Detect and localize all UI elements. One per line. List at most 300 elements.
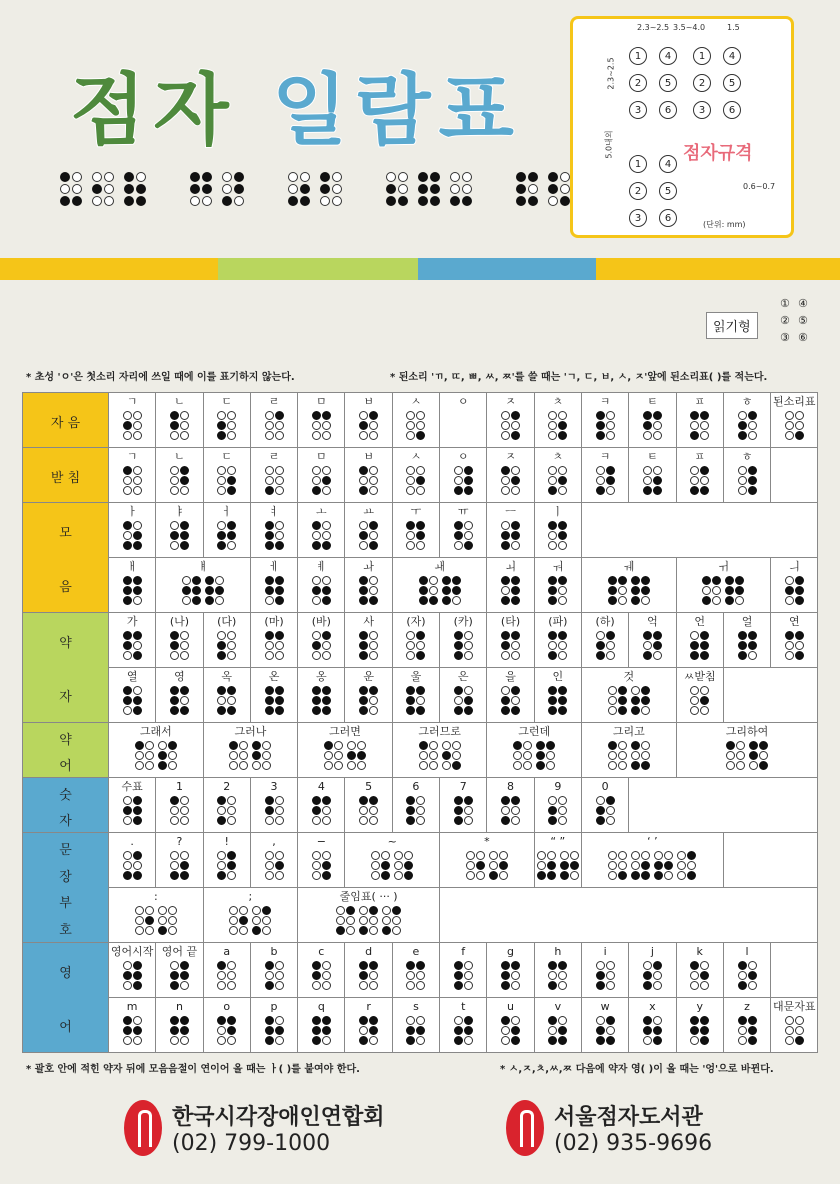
braille-cell <box>419 576 438 605</box>
table-cell: ㅈ <box>487 393 534 448</box>
table-cell: 그러나 <box>203 723 298 778</box>
table-cell: (나) <box>156 613 203 668</box>
braille-cell <box>738 631 757 660</box>
table-cell: h <box>534 943 581 998</box>
braille-cell <box>265 851 284 880</box>
stripe-segment <box>0 258 218 280</box>
table-cell: ㅝ <box>534 558 581 613</box>
table-cell: ㅓ <box>203 503 250 558</box>
table-cell: ㅞ <box>581 558 676 613</box>
braille-cell <box>738 466 757 495</box>
table-cell: ㅊ <box>534 393 581 448</box>
braille-cell <box>394 851 413 880</box>
braille-cell <box>123 686 142 715</box>
table-cell: ㅂ <box>345 448 392 503</box>
table-cell: . <box>109 833 156 888</box>
braille-cell <box>170 851 189 880</box>
table-cell: ㅅ <box>392 393 439 448</box>
braille-cell <box>631 576 650 605</box>
braille-cell <box>442 576 461 605</box>
table-cell: 1 <box>156 778 203 833</box>
table-cell: x <box>629 998 676 1053</box>
table-cell: ㅚ <box>487 558 534 613</box>
braille-cell <box>690 1016 709 1045</box>
table-cell: a <box>203 943 250 998</box>
braille-cell <box>454 466 473 495</box>
table-cell: 9 <box>534 778 581 833</box>
braille-cell <box>608 851 627 880</box>
braille-cell <box>123 411 142 440</box>
table-cell: y <box>676 998 723 1053</box>
braille-cell <box>406 1016 425 1045</box>
table-cell: b <box>250 943 297 998</box>
braille-cell <box>359 961 378 990</box>
braille-cell <box>217 961 236 990</box>
table-cell: t <box>440 998 487 1053</box>
braille-cell <box>536 741 555 770</box>
table-cell: 연 <box>771 613 818 668</box>
braille-cell <box>217 411 236 440</box>
braille-cell <box>596 466 615 495</box>
table-cell: e <box>392 943 439 998</box>
braille-cell <box>324 741 343 770</box>
table-cell: (자) <box>392 613 439 668</box>
braille-cell <box>406 631 425 660</box>
braille-cell <box>454 961 473 990</box>
reading-label: 읽기형 <box>706 312 758 339</box>
table-cell: 줄임표( ··· ) <box>298 888 440 943</box>
braille-cell <box>454 686 473 715</box>
table-cell: ㄱ <box>109 393 156 448</box>
braille-cell <box>489 851 508 880</box>
footer-org-2: 서울점자도서관 (02) 935-9696 <box>506 1100 712 1156</box>
table-cell: ㅒ <box>156 558 251 613</box>
table-cell: ㄹ <box>250 448 297 503</box>
table-cell: ㅘ <box>345 558 392 613</box>
table-cell: p <box>250 998 297 1053</box>
table-cell: ㅋ <box>581 448 628 503</box>
braille-cell <box>785 411 804 440</box>
table-cell: 그러므로 <box>392 723 487 778</box>
table-cell: 열 <box>109 668 156 723</box>
braille-cell <box>123 576 142 605</box>
table-cell: ; <box>203 888 298 943</box>
braille-cell <box>265 1016 284 1045</box>
table-cell: 4 <box>298 778 345 833</box>
braille-cell <box>359 411 378 440</box>
braille-cell <box>501 631 520 660</box>
braille-cell <box>596 796 615 825</box>
logo-icon <box>506 1100 544 1156</box>
table-cell: (하) <box>581 613 628 668</box>
braille-cell <box>690 631 709 660</box>
braille-cell <box>501 686 520 715</box>
spec-cell-1: 1 4 2 5 3 6 <box>629 47 689 128</box>
table-cell: 온 <box>250 668 297 723</box>
braille-cell <box>643 411 662 440</box>
table-cell: ㅁ <box>298 448 345 503</box>
braille-cell <box>548 631 567 660</box>
table-cell: (타) <box>487 613 534 668</box>
table-cell: 그러면 <box>298 723 393 778</box>
braille-cell <box>265 411 284 440</box>
braille-cell <box>643 1016 662 1045</box>
table-cell: ㅎ <box>723 393 770 448</box>
braille-cell <box>785 576 804 605</box>
table-cell: ‘ ’ <box>581 833 723 888</box>
braille-cell <box>466 851 485 880</box>
braille-cell <box>312 521 331 550</box>
braille-cell <box>359 576 378 605</box>
footer-org-1: 한국시각장애인연합회 (02) 799-1000 <box>124 1100 385 1156</box>
note-top-right: * 된소리 'ㄲ, ㄸ, ㅃ, ㅆ, ㅉ'를 쓸 때는 'ㄱ, ㄷ, ㅂ, ㅅ, ㅈ'앞에 된소리표( )를 적는다. <box>390 372 768 383</box>
table-cell: ㅏ <box>109 503 156 558</box>
braille-cell <box>312 631 331 660</box>
braille-cell <box>677 851 696 880</box>
braille-cell <box>123 796 142 825</box>
braille-cell <box>371 851 390 880</box>
braille-cell <box>359 521 378 550</box>
braille-cell <box>123 521 142 550</box>
table-cell: 0 <box>581 778 628 833</box>
braille-cell <box>608 741 627 770</box>
braille-cell <box>454 521 473 550</box>
braille-cell <box>501 796 520 825</box>
braille-cell <box>548 576 567 605</box>
table-cell: ㅊ <box>534 448 581 503</box>
table-cell: 6 <box>392 778 439 833</box>
table-cell: 것 <box>581 668 676 723</box>
table-cell: 을 <box>487 668 534 723</box>
table-cell: ㅠ <box>440 503 487 558</box>
braille-cell <box>501 576 520 605</box>
braille-cell <box>442 741 461 770</box>
table-cell: ㅋ <box>581 393 628 448</box>
braille-cell <box>265 631 284 660</box>
note-top-left: * 초성 'ㅇ'은 첫소리 자리에 쓰일 때에 이를 표기하지 않는다. <box>26 372 295 383</box>
table-cell: 대문자표 <box>771 998 818 1053</box>
table-cell: (바) <box>298 613 345 668</box>
braille-cell <box>217 631 236 660</box>
table-cell: : <box>109 888 204 943</box>
table-cell: q <box>298 998 345 1053</box>
braille-cell <box>725 576 744 605</box>
table-cell: 옹 <box>298 668 345 723</box>
table-cell: 그런데 <box>487 723 582 778</box>
table-cell: 7 <box>440 778 487 833</box>
table-cell: 가 <box>109 613 156 668</box>
table-cell: 언 <box>676 613 723 668</box>
braille-cell <box>170 411 189 440</box>
braille-cell <box>252 906 271 935</box>
braille-cell <box>359 796 378 825</box>
braille-cell <box>690 961 709 990</box>
table-cell: w <box>581 998 628 1053</box>
braille-cell <box>690 686 709 715</box>
braille-cell <box>312 466 331 495</box>
table-cell: j <box>629 943 676 998</box>
table-cell: 8 <box>487 778 534 833</box>
braille-cell <box>454 631 473 660</box>
braille-cell <box>702 576 721 605</box>
table-cell: ㄴ <box>156 393 203 448</box>
braille-cell <box>359 686 378 715</box>
braille-cell <box>738 1016 757 1045</box>
table-cell: (카) <box>440 613 487 668</box>
table-cell: 수표 <box>109 778 156 833</box>
braille-cell <box>419 741 438 770</box>
table-cell: ㅎ <box>723 448 770 503</box>
braille-cell <box>336 906 355 935</box>
braille-cell <box>454 1016 473 1045</box>
braille-cell <box>312 686 331 715</box>
braille-cell <box>190 172 212 206</box>
table-cell: n <box>156 998 203 1053</box>
spec-cell-2: 1 4 2 5 3 6 <box>693 47 753 128</box>
braille-cell <box>418 172 440 206</box>
braille-cell <box>182 576 201 605</box>
braille-cell <box>548 961 567 990</box>
braille-cell <box>726 741 745 770</box>
braille-cell <box>501 961 520 990</box>
braille-cell <box>320 172 342 206</box>
braille-cell <box>123 1016 142 1045</box>
braille-cell <box>217 466 236 495</box>
braille-cell <box>454 796 473 825</box>
table-cell: 인 <box>534 668 581 723</box>
braille-cell <box>596 411 615 440</box>
table-cell: 은 <box>440 668 487 723</box>
braille-cell <box>217 796 236 825</box>
table-cell: ㅖ <box>298 558 345 613</box>
braille-cell <box>312 411 331 440</box>
spec-title: 점자규격 <box>683 143 753 164</box>
braille-cell <box>548 466 567 495</box>
braille-cell <box>265 961 284 990</box>
braille-cell <box>170 796 189 825</box>
table-cell: ㅅ <box>392 448 439 503</box>
braille-cell <box>123 851 142 880</box>
table-cell: ㅗ <box>298 503 345 558</box>
braille-cell <box>631 851 650 880</box>
braille-cell <box>217 521 236 550</box>
table-cell: 된소리표 <box>771 393 818 448</box>
braille-cell <box>123 631 142 660</box>
table-cell: ㅢ <box>771 558 818 613</box>
table-cell: c <box>298 943 345 998</box>
table-cell: (마) <box>250 613 297 668</box>
table-cell: 그리고 <box>581 723 676 778</box>
braille-cell <box>265 521 284 550</box>
braille-cell <box>537 851 556 880</box>
braille-cell <box>60 172 82 206</box>
table-cell: ㄹ <box>250 393 297 448</box>
braille-cell <box>501 521 520 550</box>
braille-cell <box>205 576 224 605</box>
table-cell: ~ <box>345 833 440 888</box>
braille-cell <box>643 631 662 660</box>
table-cell: , <box>250 833 297 888</box>
table-cell: − <box>298 833 345 888</box>
braille-cell <box>217 851 236 880</box>
table-cell: 억 <box>629 613 676 668</box>
braille-cell <box>229 741 248 770</box>
braille-cell <box>124 172 146 206</box>
table-cell: g <box>487 943 534 998</box>
braille-cell <box>123 961 142 990</box>
braille-cell <box>265 796 284 825</box>
table-cell: ㅣ <box>534 503 581 558</box>
table-cell: ! <box>203 833 250 888</box>
braille-cell <box>222 172 244 206</box>
table-cell: ㅌ <box>629 448 676 503</box>
braille-cell <box>265 466 284 495</box>
braille-cell <box>347 741 366 770</box>
table-cell: ㅟ <box>676 558 771 613</box>
braille-spec-box: 2.3~2.5 3.5~4.0 1.5 2.3~2.5 5.0내외 1 4 2 5 3 6 1 4 2 5 3 6 1 4 2 5 3 6 점자규격 0.6~0.7 (단위: mm) <box>570 16 794 238</box>
table-cell: k <box>676 943 723 998</box>
table-cell: 5 <box>345 778 392 833</box>
stripe-segment <box>596 258 840 280</box>
table-cell: ㅛ <box>345 503 392 558</box>
braille-cell <box>359 631 378 660</box>
braille-cell <box>548 172 570 206</box>
braille-cell <box>312 851 331 880</box>
page-title: 점자 일람표 <box>70 66 522 156</box>
braille-cell <box>265 686 284 715</box>
braille-cell <box>643 466 662 495</box>
braille-cell <box>92 172 114 206</box>
title-braille <box>60 172 570 206</box>
table-cell: 얼 <box>723 613 770 668</box>
braille-cell <box>288 172 310 206</box>
table-cell: i <box>581 943 628 998</box>
braille-cell <box>382 906 401 935</box>
braille-cell <box>548 686 567 715</box>
braille-cell <box>170 521 189 550</box>
braille-cell <box>170 1016 189 1045</box>
braille-cell <box>359 466 378 495</box>
braille-cell <box>749 741 768 770</box>
table-cell: (파) <box>534 613 581 668</box>
table-cell: o <box>203 998 250 1053</box>
table-cell: “ ” <box>534 833 581 888</box>
braille-table: 자 음 ㄱ ㄴ ㄷ ㄹ ㅁ ㅂ ㅅ ㅇ ㅈ ㅊ ㅋ ㅌ ㅍ ㅎ 된소리표 받 침 ㄱ ㄴ ㄷ ㄹ ㅁ ㅂ ㅅ ㅇ ㅈ ㅊ ㅋ ㅌ ㅍ ㅎ 모 음 ㅏ ㅑ ㅓ ㅕ ㅗ ㅛ ㅜ ㅠ ㅡ ㅣ ㅐ ㅒ ㅔ ㅖ ㅘ ㅙ ㅚ ㅝ ㅞ ㅟ ㅢ 약 자 가 (나) (다) (마) (바) 사 (자) (카) (타) (파) (하) 억 언 얼 연 열 영 옥 온 옹 운 울 은 을 인 것 ㅆ받침 약 어 그래서 그러나 그러면 그러므로 그런데 그리고 그리하여 숫 자 수표 1 2 3 4 5 6 7 8 9 0 문 장 부 호 . ? ! , − ~ * “ ” ‘ ’ : ; 줄임표( ··· ) 영 어 영어시작 영어 끝 a b c d e f g h i j k l m n o p q r s t u v w x y z 대문자표 <box>22 392 818 1053</box>
braille-cell <box>596 1016 615 1045</box>
braille-cell <box>631 686 650 715</box>
braille-cell <box>450 172 472 206</box>
table-cell: 그래서 <box>109 723 204 778</box>
braille-cell <box>135 906 154 935</box>
stripe-segment <box>218 258 418 280</box>
table-cell: s <box>392 998 439 1053</box>
braille-cell <box>158 906 177 935</box>
table-cell: ㅌ <box>629 393 676 448</box>
table-cell: ㅍ <box>676 448 723 503</box>
braille-cell <box>170 631 189 660</box>
table-cell: 2 <box>203 778 250 833</box>
braille-cell <box>785 631 804 660</box>
braille-cell <box>785 1016 804 1045</box>
braille-cell <box>501 466 520 495</box>
braille-cell <box>252 741 271 770</box>
braille-cell <box>386 172 408 206</box>
table-cell: 영 <box>156 668 203 723</box>
table-cell: ㅇ <box>440 393 487 448</box>
braille-cell <box>406 961 425 990</box>
table-cell: z <box>723 998 770 1053</box>
braille-cell <box>406 466 425 495</box>
table-cell: m <box>109 998 156 1053</box>
braille-cell <box>596 961 615 990</box>
table-cell: ㄴ <box>156 448 203 503</box>
table-cell: * <box>440 833 535 888</box>
table-cell: l <box>723 943 770 998</box>
braille-cell <box>123 466 142 495</box>
table-cell: ㅡ <box>487 503 534 558</box>
table-cell: ㄱ <box>109 448 156 503</box>
braille-cell <box>312 576 331 605</box>
braille-cell <box>548 796 567 825</box>
table-cell: ㄷ <box>203 393 250 448</box>
phone-1: (02) 799-1000 <box>172 1131 331 1156</box>
table-cell: u <box>487 998 534 1053</box>
table-cell: d <box>345 943 392 998</box>
braille-cell <box>217 1016 236 1045</box>
braille-cell <box>312 1016 331 1045</box>
braille-cell <box>654 851 673 880</box>
braille-cell <box>608 686 627 715</box>
table-cell: 울 <box>392 668 439 723</box>
table-cell: ㅁ <box>298 393 345 448</box>
table-cell: 옥 <box>203 668 250 723</box>
table-cell: ㅆ받침 <box>676 668 723 723</box>
braille-cell <box>312 961 331 990</box>
table-cell: f <box>440 943 487 998</box>
table-cell: ㅈ <box>487 448 534 503</box>
braille-cell <box>516 172 538 206</box>
stripe-segment <box>418 258 596 280</box>
braille-cell <box>501 411 520 440</box>
braille-cell <box>690 411 709 440</box>
braille-cell <box>513 741 532 770</box>
table-cell: ㅑ <box>156 503 203 558</box>
table-cell: v <box>534 998 581 1053</box>
note-bottom-right: * ㅅ,ㅈ,ㅊ,ㅆ,ㅉ 다음에 약자 영( )이 올 때는 '엉'으로 바뀐다. <box>500 1064 774 1075</box>
table-cell: 그리하여 <box>676 723 818 778</box>
braille-cell <box>359 1016 378 1045</box>
reading-dot-numbers: ① ④ ② ⑤ ③ ⑥ <box>780 297 808 344</box>
braille-cell <box>265 576 284 605</box>
table-cell: ? <box>156 833 203 888</box>
braille-cell <box>170 686 189 715</box>
braille-cell <box>690 466 709 495</box>
table-cell: ㅙ <box>392 558 487 613</box>
table-cell: 운 <box>345 668 392 723</box>
braille-cell <box>229 906 248 935</box>
braille-cell <box>217 686 236 715</box>
table-cell: 3 <box>250 778 297 833</box>
braille-cell <box>560 851 579 880</box>
table-cell: ㅂ <box>345 393 392 448</box>
table-cell: ㅍ <box>676 393 723 448</box>
spec-cell-3: 1 4 2 5 3 6 <box>629 155 689 236</box>
braille-cell <box>548 411 567 440</box>
braille-cell <box>738 411 757 440</box>
braille-cell <box>596 631 615 660</box>
braille-cell <box>359 906 378 935</box>
braille-cell <box>170 961 189 990</box>
